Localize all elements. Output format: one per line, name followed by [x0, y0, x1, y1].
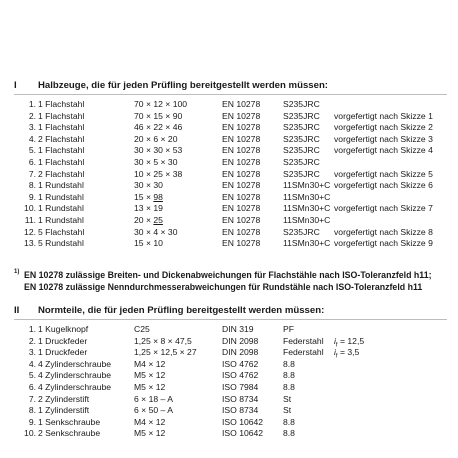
- row-number: 5.: [28, 145, 36, 156]
- footnote-line-1: EN 10278 zulässige Breiten- und Dickenabweichungen für Flachstähle nach ISO-Toleranzfeld h11;: [24, 270, 432, 280]
- row-dimension-length: 25: [153, 215, 163, 225]
- table-row: [0, 238, 458, 249]
- row-norm: EN 10278: [222, 133, 261, 144]
- row-item: 1 Flachstahl: [38, 99, 85, 109]
- row-material: 8.8: [283, 416, 295, 427]
- row-material: 11SMn30+C: [283, 180, 331, 191]
- row-material: S235JRC: [283, 145, 320, 156]
- row-dimension: 30 × 4 × 30: [134, 226, 178, 237]
- footnote-mark: 1): [14, 269, 20, 275]
- row-note: vorgefertigt nach Skizze 9: [334, 238, 433, 249]
- row-norm: EN 10278: [222, 99, 261, 109]
- row-norm: EN 10278: [222, 145, 261, 156]
- row-norm: DIN 2098: [222, 347, 259, 358]
- row-material: 8.8: [283, 358, 295, 369]
- row-item: 5 Rundstahl: [38, 238, 84, 249]
- table-row: [0, 192, 458, 203]
- row-spec: 1,25 × 12,5 × 27: [134, 347, 197, 358]
- row-item: 2 Flachstahl: [38, 168, 85, 179]
- note-value: = 12,5: [337, 335, 365, 346]
- row-number: 2.: [28, 335, 36, 346]
- row-item: 1 Flachstahl: [38, 157, 85, 167]
- row-material: St: [283, 405, 292, 416]
- row-norm: EN 10278: [222, 238, 261, 249]
- row-number: 9.: [28, 416, 36, 427]
- row-item: 1 Rundstahl: [38, 191, 84, 202]
- row-norm: EN 10278: [222, 122, 261, 133]
- note-variable: i: [334, 347, 336, 358]
- row-norm: DIN 2098: [222, 335, 259, 346]
- row-item: 1 Rundstahl: [38, 180, 84, 191]
- footnote-line-2: EN 10278 zulässige Nenndurchmesserabweichungen für Rundstähle nach ISO-Toleranzfeld h11: [24, 282, 423, 292]
- table-row: [0, 145, 458, 156]
- table-row: [0, 336, 458, 347]
- table-row: [0, 111, 458, 122]
- row-material: 11SMn30+C: [283, 203, 331, 214]
- note-subscript: f: [335, 342, 338, 349]
- row-item: 1 Rundstahl: [38, 203, 84, 214]
- row-item: 1 Flachstahl: [38, 145, 85, 156]
- row-norm: ISO 8734: [222, 405, 259, 416]
- row-dimension: 10 × 25 × 38: [134, 168, 183, 179]
- row-item: 1 Senkschraube: [38, 416, 101, 427]
- row-spec: 6 × 50 – A: [134, 405, 173, 416]
- row-material: PF: [283, 324, 294, 334]
- table-row: [0, 359, 458, 370]
- row-dimension: 30 × 30 × 53: [134, 145, 183, 156]
- row-number: 10.: [24, 428, 36, 439]
- row-material: Federstahl: [283, 347, 324, 358]
- row-number: 11.: [24, 215, 36, 225]
- row-norm: ISO 4762: [222, 370, 259, 381]
- row-spec: M5 × 12: [134, 370, 166, 381]
- row-dimension-part: 20 ×: [134, 215, 154, 225]
- section2-title: Normteile, die für jeden Prüfling bereitgestellt werden müssen:: [38, 305, 325, 316]
- row-note: vorgefertigt nach Skizze 5: [334, 168, 433, 179]
- section1-divider: [14, 94, 447, 95]
- row-item: 1 Kugelknopf: [38, 324, 89, 334]
- row-material: Federstahl: [283, 335, 324, 346]
- table-row: [0, 99, 458, 110]
- row-material: S235JRC: [283, 157, 320, 167]
- table-row: [0, 169, 458, 180]
- row-dimension: 30 × 30: [134, 180, 163, 191]
- row-material: S235JRC: [283, 226, 320, 237]
- row-dimension: 70 × 15 × 90: [134, 110, 183, 121]
- row-item: 2 Zylinderstift: [38, 393, 90, 404]
- row-material: 11SMn30+C: [283, 238, 331, 249]
- row-dimension: [134, 192, 163, 203]
- row-number: 6.: [28, 382, 36, 392]
- table-row: [0, 394, 458, 405]
- row-number: 10.: [24, 203, 36, 214]
- row-norm: ISO 7984: [222, 382, 259, 392]
- row-item: 5 Flachstahl: [38, 226, 85, 237]
- row-number: 1.: [28, 99, 36, 109]
- row-norm: ISO 4762: [222, 358, 259, 369]
- table-row: [0, 157, 458, 168]
- row-dimension: 20 × 6 × 20: [134, 133, 178, 144]
- row-norm: ISO 8734: [222, 393, 259, 404]
- row-spec: 6 × 18 – A: [134, 393, 173, 404]
- row-number: 1.: [28, 324, 36, 334]
- row-dimension-length: 98: [153, 191, 163, 202]
- row-material: S235JRC: [283, 133, 320, 144]
- row-item: 1 Flachstahl: [38, 122, 85, 133]
- row-spec: M5 × 12: [134, 382, 166, 392]
- note-value: = 3,5: [337, 347, 360, 358]
- table-row: [0, 227, 458, 238]
- table-row: [0, 203, 458, 214]
- row-material: S235JRC: [283, 99, 320, 109]
- table-row: [0, 122, 458, 133]
- note-subscript: f: [335, 353, 338, 360]
- row-dimension-part: 15 ×: [134, 191, 154, 202]
- row-item: 1 Flachstahl: [38, 110, 85, 121]
- row-material: S235JRC: [283, 122, 320, 133]
- row-number: 4.: [28, 358, 36, 369]
- row-material: 11SMn30+C: [283, 215, 331, 225]
- row-dimension: 70 × 12 × 100: [134, 99, 188, 109]
- row-note: vorgefertigt nach Skizze 6: [334, 180, 433, 191]
- row-item: 4 Zylinderschraube: [38, 382, 112, 392]
- row-spec: M4 × 12: [134, 358, 166, 369]
- row-norm: EN 10278: [222, 191, 261, 202]
- row-number: 8.: [28, 180, 36, 191]
- row-norm: EN 10278: [222, 110, 261, 121]
- row-dimension: 46 × 22 × 46: [134, 122, 183, 133]
- row-dimension: 30 × 5 × 30: [134, 157, 178, 167]
- table-row: [0, 215, 458, 226]
- table-row: [0, 324, 458, 335]
- row-norm: EN 10278: [222, 180, 261, 191]
- row-item: 4 Zylinderschraube: [38, 358, 112, 369]
- section1-roman: I: [14, 80, 17, 91]
- table-row: [0, 347, 458, 358]
- row-item: 2 Flachstahl: [38, 133, 85, 144]
- row-norm: EN 10278: [222, 168, 261, 179]
- row-norm: ISO 10642: [222, 416, 264, 427]
- row-number: 6.: [28, 157, 36, 167]
- note-variable: i: [334, 335, 336, 346]
- table-row: [0, 382, 458, 393]
- row-number: 5.: [28, 370, 36, 381]
- row-item: 4 Zylinderschraube: [38, 370, 112, 381]
- row-dimension: [134, 215, 163, 226]
- row-material: S235JRC: [283, 110, 320, 121]
- row-number: 2.: [28, 110, 36, 121]
- row-norm: ISO 10642: [222, 428, 264, 439]
- table-row: [0, 417, 458, 428]
- row-note: vorgefertigt nach Skizze 4: [334, 145, 433, 156]
- row-norm: EN 10278: [222, 215, 261, 225]
- section1-title: Halbzeuge, die für jeden Prüfling bereitgestellt werden müssen:: [38, 80, 329, 91]
- row-number: 9.: [28, 191, 36, 202]
- row-spec: M5 × 12: [134, 428, 166, 439]
- row-number: 13.: [24, 238, 36, 249]
- row-number: 7.: [28, 393, 36, 404]
- row-norm: EN 10278: [222, 226, 261, 237]
- row-item: 1 Zylinderstift: [38, 405, 90, 416]
- row-material: S235JRC: [283, 168, 320, 179]
- row-number: 3.: [28, 347, 36, 358]
- table-row: [0, 428, 458, 439]
- row-norm: DIN 319: [222, 324, 254, 334]
- section2-roman: II: [14, 305, 20, 316]
- row-norm: EN 10278: [222, 203, 261, 214]
- row-item: 1 Rundstahl: [38, 215, 84, 225]
- table-row: [0, 405, 458, 416]
- row-note: vorgefertigt nach Skizze 3: [334, 133, 433, 144]
- row-note: vorgefertigt nach Skizze 1: [334, 110, 433, 121]
- row-material: 8.8: [283, 428, 295, 439]
- row-dimension: 13 × 19: [134, 203, 163, 214]
- row-number: 7.: [28, 168, 36, 179]
- row-spec: C25: [134, 324, 150, 334]
- row-item: 2 Senkschraube: [38, 428, 101, 439]
- table-row: [0, 134, 458, 145]
- table-row: [0, 370, 458, 381]
- row-material: 11SMn30+C: [283, 191, 331, 202]
- row-number: 8.: [28, 405, 36, 416]
- row-note: vorgefertigt nach Skizze 8: [334, 226, 433, 237]
- row-material: 8.8: [283, 370, 295, 381]
- row-note: vorgefertigt nach Skizze 2: [334, 122, 433, 133]
- row-item: 1 Druckfeder: [38, 347, 88, 358]
- row-number: 12.: [24, 226, 36, 237]
- section2-divider: [14, 319, 447, 320]
- row-material: St: [283, 393, 292, 404]
- row-material: 8.8: [283, 382, 295, 392]
- row-number: 4.: [28, 133, 36, 144]
- row-note: vorgefertigt nach Skizze 7: [334, 203, 433, 214]
- row-spec: 1,25 × 8 × 47,5: [134, 335, 192, 346]
- row-item: 1 Druckfeder: [38, 335, 88, 346]
- row-norm: EN 10278: [222, 157, 261, 167]
- row-dimension: 15 × 10: [134, 238, 163, 249]
- row-spec: M4 × 12: [134, 416, 166, 427]
- table-row: [0, 180, 458, 191]
- row-number: 3.: [28, 122, 36, 133]
